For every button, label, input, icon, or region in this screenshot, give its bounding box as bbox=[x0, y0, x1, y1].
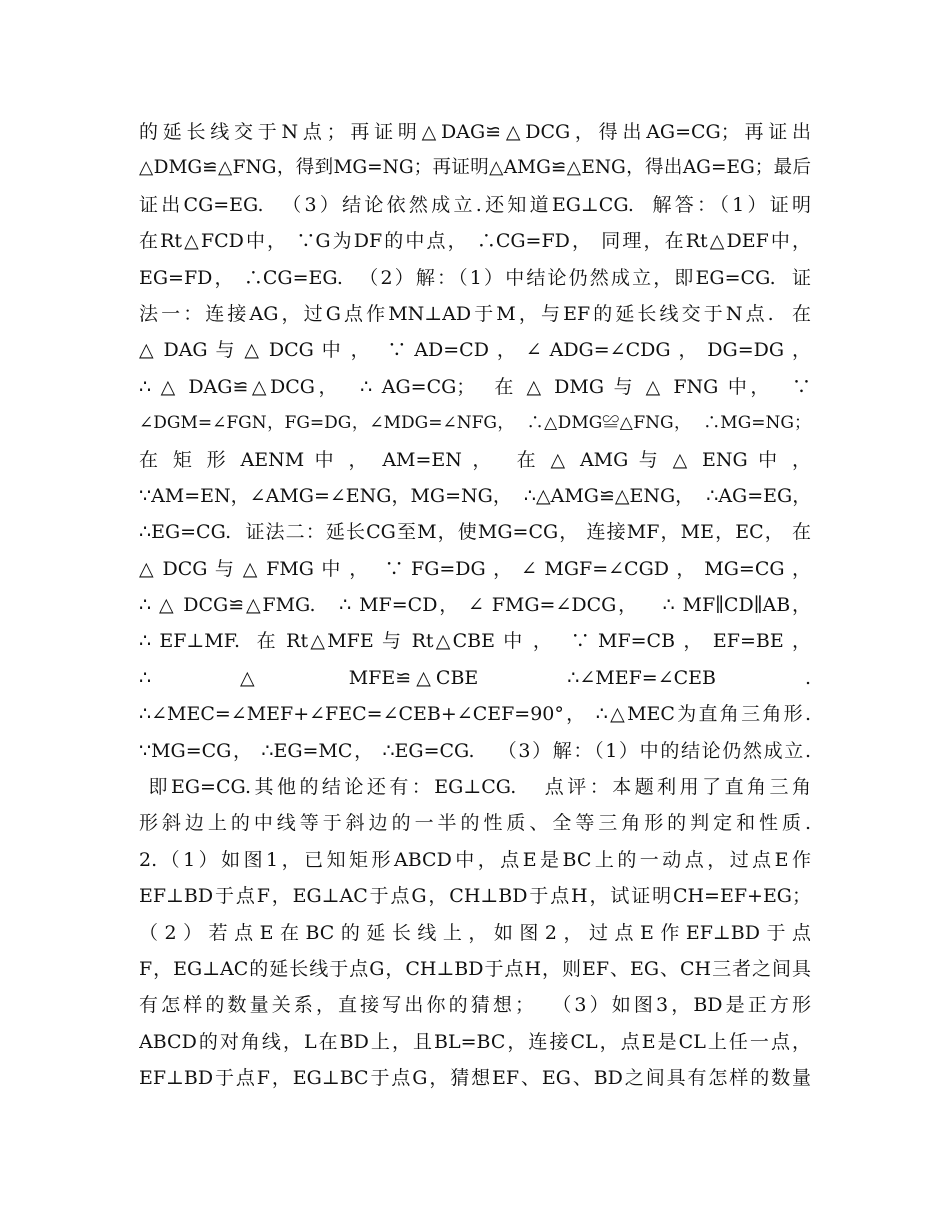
text-line-17: ∴∠MEC=∠MEF+∠FEC=∠CEB+∠CEF=90°， ∴△MEC为直角三角形. bbox=[139, 703, 811, 726]
text-line-16: ∴ △ MFE≌△CBE ∴∠MEF=∠CEB . bbox=[139, 666, 811, 689]
text-line-3: 证出CG=EG. （3）结论依然成立.还知道EG⊥CG. 解答：（1）证明 bbox=[139, 193, 811, 216]
text-line-19: 即EG=CG.其他的结论还有：EG⊥CG. 点评：本题利用了直角三角 bbox=[139, 776, 811, 799]
text-line-10: 在 矩 形 AENM 中 ， AM=EN ， 在 △ AMG 与 △ ENG 中 ， bbox=[139, 448, 811, 471]
text-line-4: 在Rt△FCD中， ∵G为DF的中点， ∴CG=FD， 同理，在Rt△DEF中， bbox=[139, 230, 811, 253]
text-line-2: △DMG≌△FNG，得到MG=NG；再证明△AMG≌△ENG，得出AG=EG；最后 bbox=[139, 157, 811, 179]
text-line-21: 2.（1）如图1，已知矩形ABCD中，点E是BC上的一动点，过点E作 bbox=[139, 848, 811, 871]
text-line-27: EF⊥BD于点F，EG⊥BC于点G，猜想EF、EG、BD之间具有怎样的数量 bbox=[139, 1067, 811, 1090]
text-line-14: ∴ △ DCG≌△FMG. ∴ MF=CD， ∠ FMG=∠DCG， ∴ MF∥CD∥AB， bbox=[139, 594, 811, 617]
text-line-15: ∴ EF⊥MF. 在 Rt△MFE 与 Rt△CBE 中 ， ∵ MF=CB ， EF=BE ， bbox=[139, 630, 811, 653]
text-line-23: （2）若点E在BC的延长线上，如图2，过点E作EF⊥BD于点 bbox=[139, 921, 811, 944]
text-line-12: ∴EG=CG. 证法二：延长CG至M，使MG=CG， 连接MF，ME，EC， 在 bbox=[139, 521, 811, 544]
body-text bbox=[139, 114, 811, 1097]
text-line-7: △ DAG 与 △ DCG 中 ， ∵ AD=CD ， ∠ ADG=∠CDG ， DG=DG ， bbox=[139, 339, 811, 362]
text-line-24: F，EG⊥AC的延长线于点G，CH⊥BD于点H，则EF、EG、CH三者之间具 bbox=[139, 957, 811, 980]
text-line-6: 法一：连接AG，过G点作MN⊥AD于M，与EF的延长线交于N点. 在 bbox=[139, 302, 811, 325]
text-line-13: △ DCG 与 △ FMG 中 ， ∵ FG=DG ， ∠ MGF=∠CGD ， MG=CG ， bbox=[139, 557, 811, 580]
text-line-5: EG=FD， ∴CG=EG. （2）解：（1）中结论仍然成立，即EG=CG. 证 bbox=[139, 266, 811, 289]
text-line-9: ∠DGM=∠FGN，FG=DG，∠MDG=∠NFG， ∴△DMG≌△FNG， ∴MG=NG； bbox=[139, 413, 811, 434]
text-line-18: ∵MG=CG， ∴EG=MC， ∴EG=CG. （3）解：（1）中的结论仍然成立. bbox=[139, 739, 811, 762]
text-line-11: ∵AM=EN，∠AMG=∠ENG，MG=NG， ∴△AMG≌△ENG， ∴AG=EG， bbox=[139, 484, 811, 507]
text-line-1: 的延长线交于N点；再证明△DAG≌△DCG，得出AG=CG；再证出 bbox=[139, 121, 811, 143]
text-line-8: ∴ △ DAG≌△DCG， ∴ AG=CG； 在 △ DMG 与 △ FNG 中， ∵ bbox=[139, 375, 811, 398]
text-line-26: ABCD的对角线，L在BD上，且BL=BC，连接CL，点E是CL上任一点， bbox=[139, 1030, 811, 1053]
text-line-25: 有怎样的数量关系，直接写出你的猜想； （3）如图3，BD是正方形 bbox=[139, 994, 811, 1017]
text-line-22: EF⊥BD于点F，EG⊥AC于点G，CH⊥BD于点H，试证明CH=EF+EG； bbox=[139, 885, 811, 908]
text-line-20: 形斜边上的中线等于斜边的一半的性质、全等三角形的判定和性质. bbox=[139, 812, 811, 835]
